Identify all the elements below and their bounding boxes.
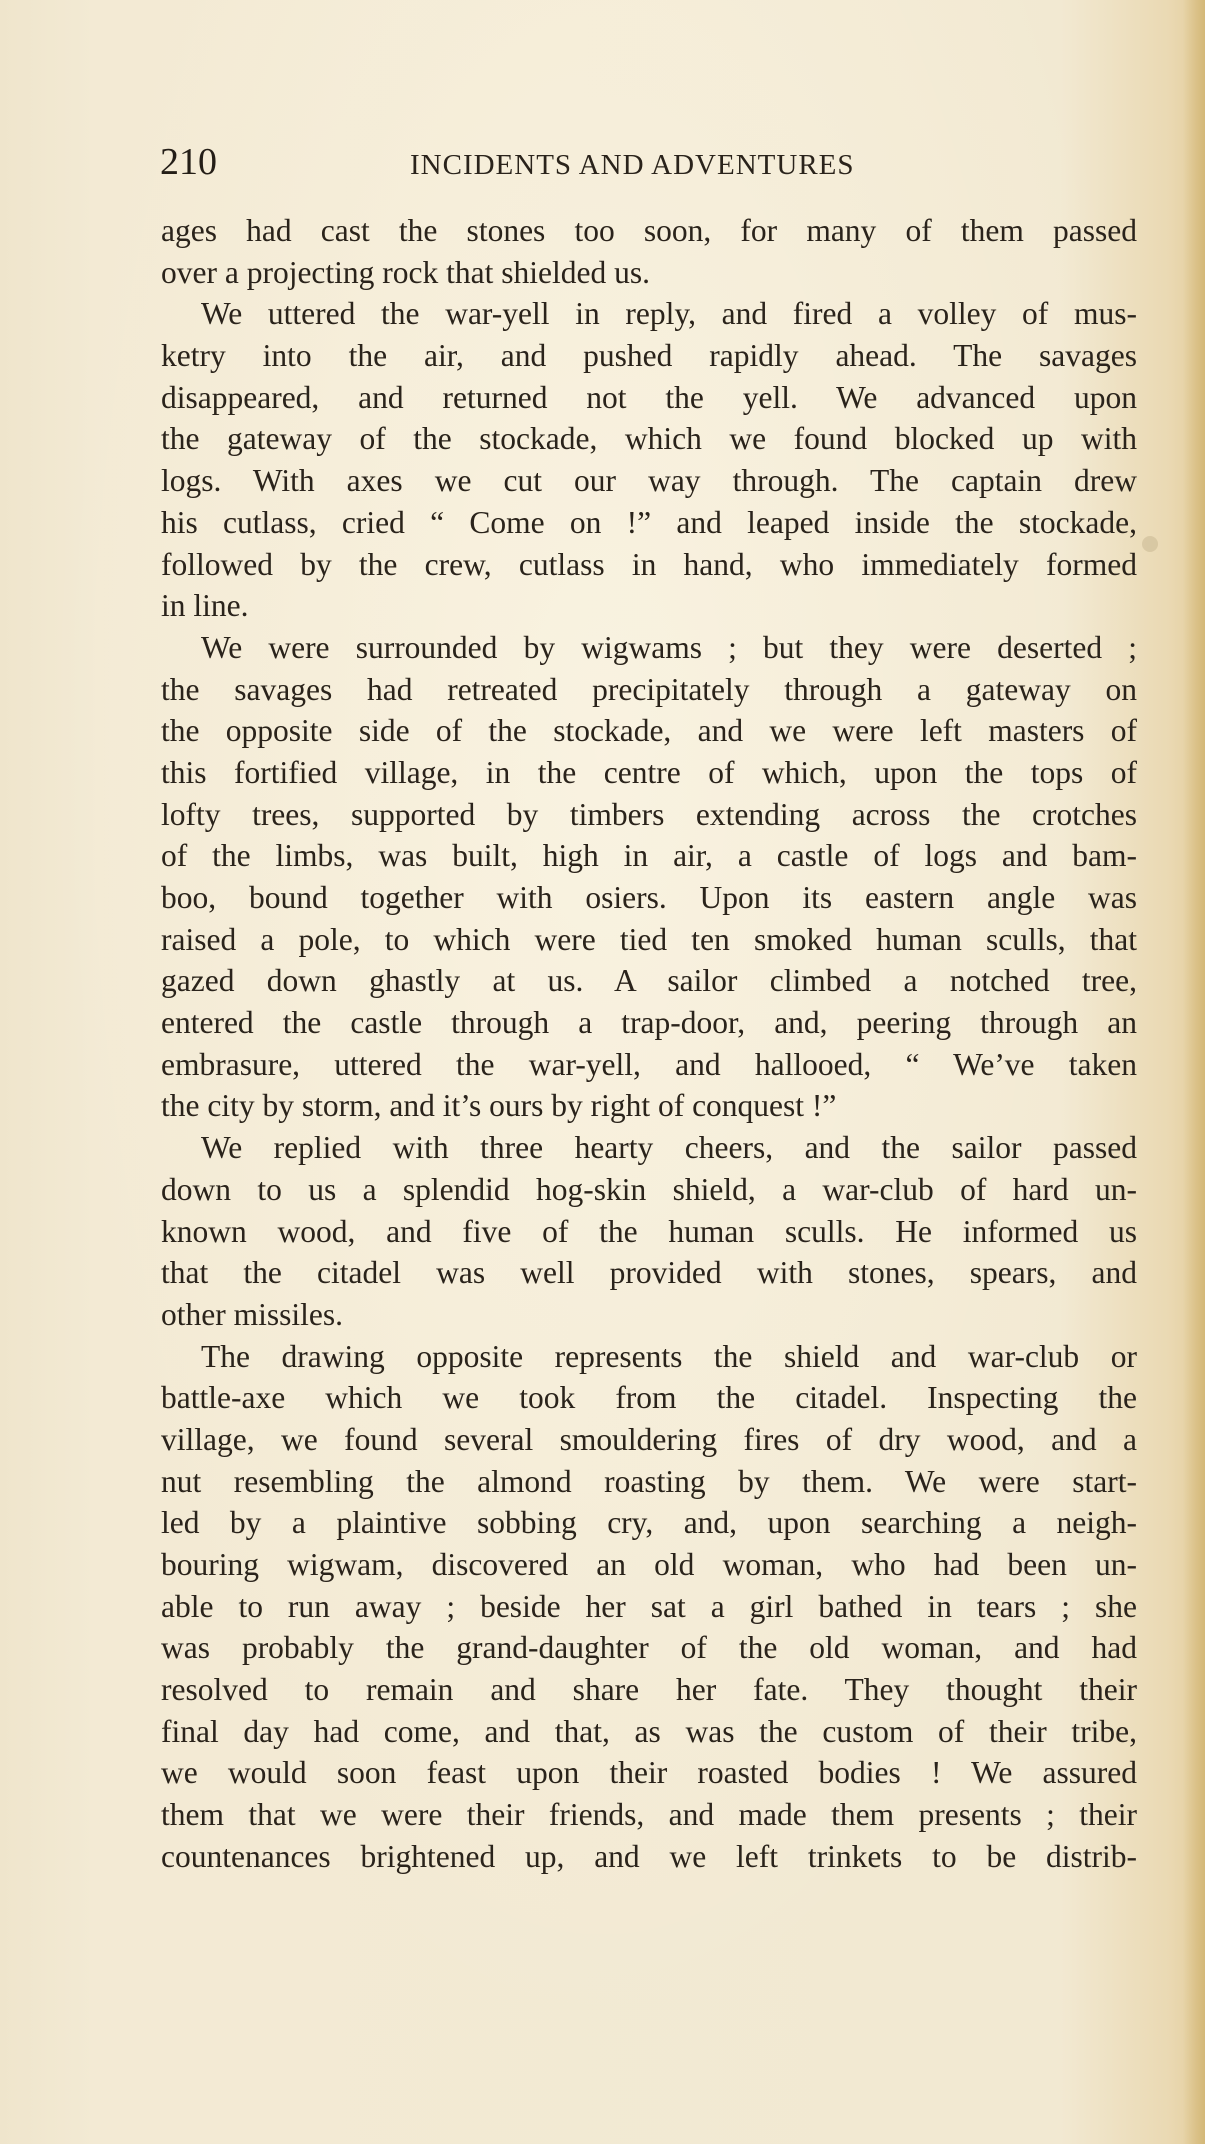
text-line: We were surrounded by wigwams ; but they were deserted ; (201, 629, 1137, 665)
text-line: the opposite side of the stockade, and we were left masters of (161, 713, 1137, 749)
text-line: this fortified village, in the centre of which, upon the tops of (161, 754, 1137, 790)
text-line: village, we found several smouldering fires of dry wood, and a (161, 1421, 1137, 1457)
text-line: down to us a splendid hog-skin shield, a war-club of hard un- (161, 1171, 1137, 1207)
text-line: boo, bound together with osiers. Upon its eastern angle was (161, 880, 1137, 915)
text-line: embrasure, uttered the war-yell, and hallooed, “ We’ve taken (161, 1046, 1137, 1082)
text-line: the savages had retreated precipitately through a gateway on (161, 671, 1137, 707)
text-line: countenances brightened up, and we left trinkets to be distrib- (161, 1838, 1137, 1874)
text-line: bouring wigwam, discovered an old woman, who had been un- (161, 1547, 1137, 1582)
text-line: resolved to remain and share her fate. They thought their (161, 1672, 1137, 1708)
text-line: The drawing opposite represents the shield and war-club or (201, 1338, 1137, 1374)
text-line: disappeared, and returned not the yell. We advanced upon (161, 379, 1137, 415)
text-line: other missiles. (161, 1296, 343, 1332)
text-line: known wood, and five of the human sculls. He informed us (161, 1213, 1137, 1249)
text-line: gazed down ghastly at us. A sailor climbed a notched tree, (161, 963, 1137, 999)
text-line: final day had come, and that, as was the custom of their tribe, (161, 1713, 1137, 1749)
body-text (161, 210, 1137, 1878)
text-line: able to run away ; beside her sat a girl bathed in tears ; she (161, 1588, 1137, 1624)
text-line: entered the castle through a trap-door, and, peering through an (161, 1005, 1137, 1041)
text-line: nut resembling the almond roasting by them. We were start- (161, 1463, 1137, 1499)
text-line: led by a plaintive sobbing cry, and, upon searching a neigh- (161, 1505, 1137, 1541)
text-line: the city by storm, and it’s ours by right of conquest !” (161, 1088, 837, 1124)
text-line: raised a pole, to which were tied ten smoked human sculls, that (161, 921, 1137, 957)
page-header (160, 140, 1048, 184)
text-line: We uttered the war-yell in reply, and fired a volley of mus- (201, 296, 1137, 332)
text-line: over a projecting rock that shielded us. (161, 254, 650, 290)
text-line: his cutlass, cried “ Come on !” and leaped inside the stockade, (161, 504, 1137, 540)
text-line: ketry into the air, and pushed rapidly ahead. The savages (161, 338, 1137, 374)
text-line: lofty trees, supported by timbers extending across the crotches (161, 796, 1137, 832)
running-head: INCIDENTS AND ADVENTURES (410, 149, 855, 181)
text-line: We replied with three hearty cheers, and the sailor passed (201, 1130, 1137, 1166)
text-line: of the limbs, was built, high in air, a castle of logs and bam- (161, 838, 1137, 874)
text-line: ages had cast the stones too soon, for many of them passed (161, 213, 1137, 248)
text-line: battle-axe which we took from the citadel. Inspecting the (161, 1380, 1137, 1416)
text-line: was probably the grand-daughter of the old woman, and had (161, 1630, 1137, 1666)
text-line: them that we were their friends, and made them presents ; their (161, 1797, 1137, 1833)
text-line: followed by the crew, cutlass in hand, who immediately formed (161, 546, 1137, 582)
text-line: that the citadel was well provided with stones, spears, and (161, 1255, 1137, 1291)
paper-stain (1142, 536, 1158, 552)
text-line: logs. With axes we cut our way through. The captain drew (161, 463, 1137, 499)
page-number: 210 (160, 141, 217, 183)
text-line: the gateway of the stockade, which we found blocked up with (161, 421, 1137, 457)
text-line: in line. (161, 588, 249, 624)
text-line: we would soon feast upon their roasted bodies ! We assured (161, 1755, 1137, 1791)
